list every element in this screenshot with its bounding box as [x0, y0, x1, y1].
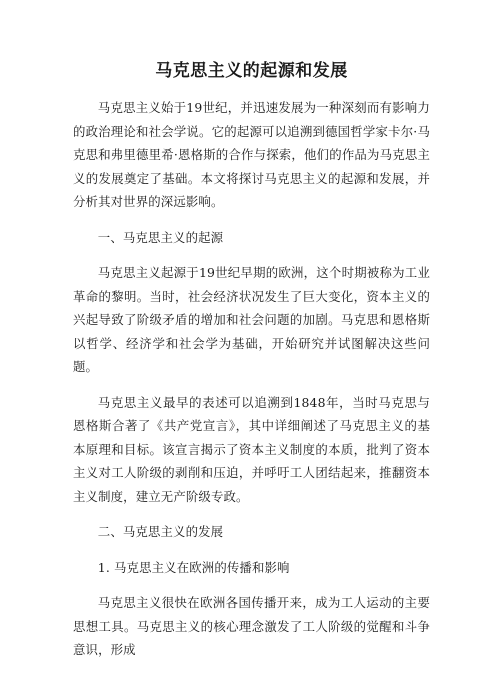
document-title: 马克思主义的起源和发展	[155, 61, 348, 81]
document-page	[73, 58, 430, 674]
subsection-heading-europe: 1. 马克思主义在欧洲的传播和影响	[97, 559, 290, 575]
section-heading-development: 二、马克思主义的发展	[97, 524, 224, 539]
europe-paragraph: 马克思主义很快在欧洲各国传播开来，成为工人运动的主要思想工具。马克思主义的核心理念激发了工人阶级的觉醒和斗争意识，形成	[73, 595, 430, 657]
origin-paragraph-1: 马克思主义起源于19世纪早期的欧洲，这个时期被称为工业革命的黎明。当时，社会经济状况发生了巨大变化，资本主义的兴起导致了阶级矛盾的增加和社会问题的加剧。马克思和恩格斯以哲学、经济学和社会学为基础，开始研究并试图解决这些问题。	[73, 265, 430, 374]
section-heading-origin: 一、马克思主义的起源	[97, 229, 224, 245]
origin-paragraph-2: 马克思主义最早的表述可以追溯到1848年，当时马克思与恩格斯合著了《共产党宣言》，其中详细阐述了马克思主义的基本原理和目标。该宣言揭示了资本主义制度的本质，批判了资本主义对工人阶级的剥削和压迫，并呼吁工人团结起来，推翻资本主义制度，建立无产阶级专政。	[73, 394, 430, 504]
intro-paragraph: 马克思主义始于19世纪，并迅速发展为一种深刻而有影响力的政治理论和社会学说。它的起源可以追溯到德国哲学家卡尔·马克思和弗里德里希·恩格斯的合作与探索，他们的作品为马克思主义的发展奠定了基础。本文将探讨马克思主义的起源和发展，并分析其对世界的深远影响。	[73, 100, 430, 209]
